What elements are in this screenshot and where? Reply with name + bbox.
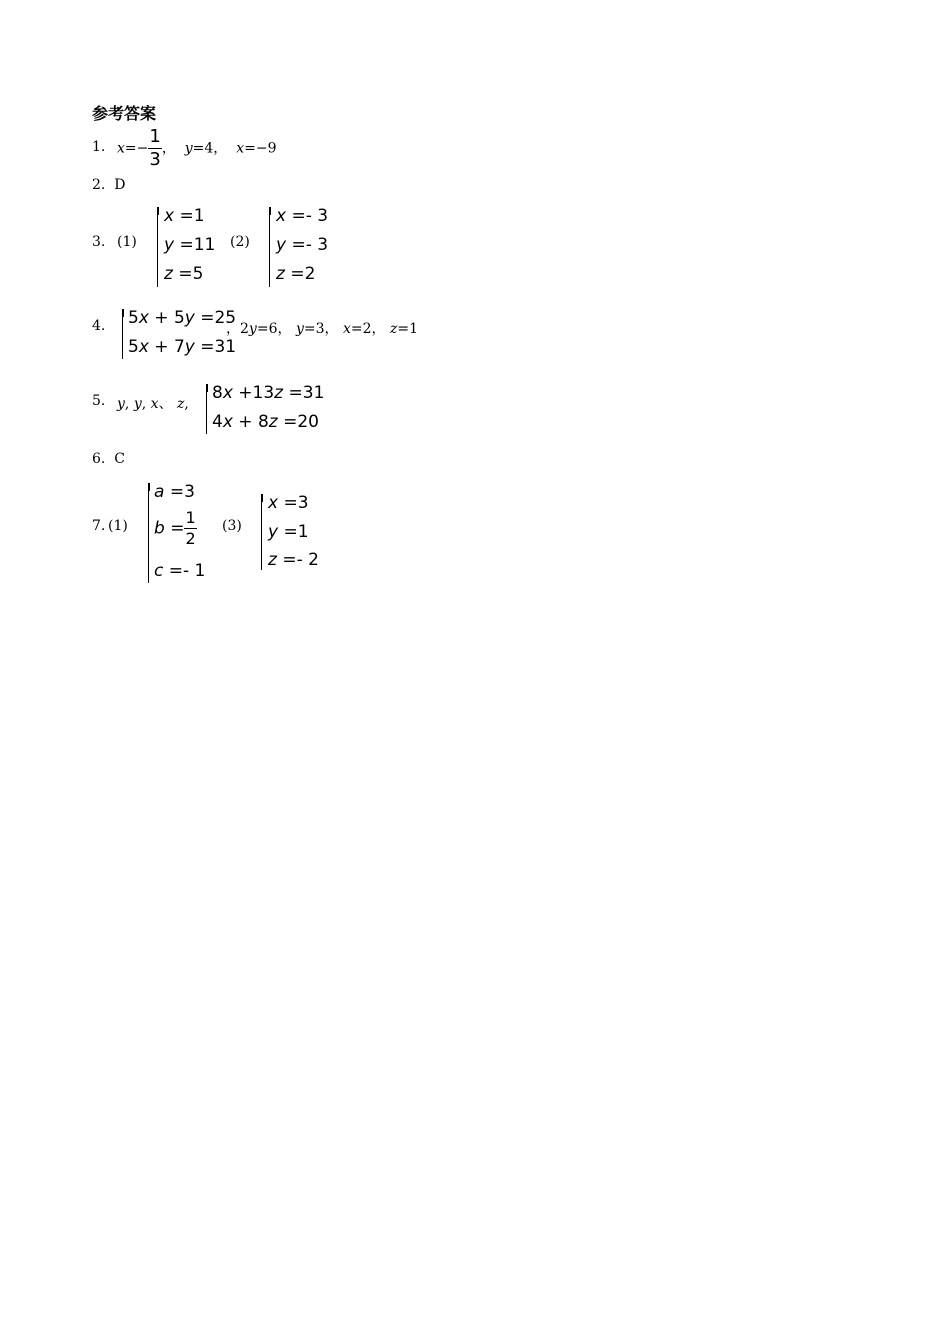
item-3-sys2-eq3: z =2: [276, 264, 316, 284]
left-brace: [261, 494, 268, 570]
item-3-sys2-eq2: y =- 3: [276, 235, 329, 255]
item-7-sys1-eq1: a =3: [154, 482, 195, 502]
item-7-sys2-eq3: z =- 2: [268, 550, 319, 570]
item-3-sys2-eq1: x =- 3: [276, 206, 329, 226]
left-brace: [269, 207, 276, 287]
left-brace: [157, 207, 164, 287]
item-7-number: 7.: [92, 518, 106, 534]
item-4-sys-eq1: 5x + 5y =25: [128, 308, 237, 328]
item-2-answer: D: [114, 177, 126, 193]
item-3-part2-label: (2): [230, 234, 250, 250]
item-6-answer: C: [114, 451, 125, 467]
item-7-sys1-eq3: c =- 1: [154, 561, 206, 581]
page-title: 参考答案: [92, 104, 157, 123]
item-3-number: 3.: [92, 234, 106, 250]
item-7-part2-label: (3): [222, 518, 242, 534]
item-1-number: 1.: [92, 139, 106, 155]
item-7-sys2-eq2: y =1: [268, 522, 309, 542]
fraction-one-half: $\frac{1}{2}$: [185, 508, 196, 548]
item-3-sys1-eq2: y =11: [164, 235, 216, 255]
item-6: 6. C: [92, 451, 125, 467]
item-4-sys-eq2: 5x + 7y =31: [128, 337, 237, 357]
item-5-vars: y, y, x、 z,: [117, 396, 189, 412]
item-7-sys1-eq2: b = $\frac{1}{2}$: [154, 508, 196, 548]
item-2: 2. D: [92, 177, 126, 193]
item-1-answer: x=− $\frac{1}{3}$ ， y=4， x=−9: [117, 126, 277, 170]
item-5-number: 5.: [92, 393, 106, 409]
item-3-part1-label: (1): [117, 234, 137, 250]
item-3-sys1-eq1: x =1: [164, 206, 205, 226]
item-7-sys2-eq1: x =3: [268, 493, 309, 513]
item-5-sys-eq2: 4x + 8z =20: [212, 412, 319, 432]
item-7-part1-label: (1): [108, 518, 128, 534]
item-5-sys-eq1: 8x +13z =31: [212, 383, 325, 403]
item-4-tail: ，2y=6， y=3， x=2， z=1: [226, 321, 418, 337]
item-4-number: 4.: [92, 318, 106, 334]
fraction-one-third: $\frac{1}{3}$: [149, 126, 161, 170]
item-3-sys1-eq3: z =5: [164, 264, 204, 284]
